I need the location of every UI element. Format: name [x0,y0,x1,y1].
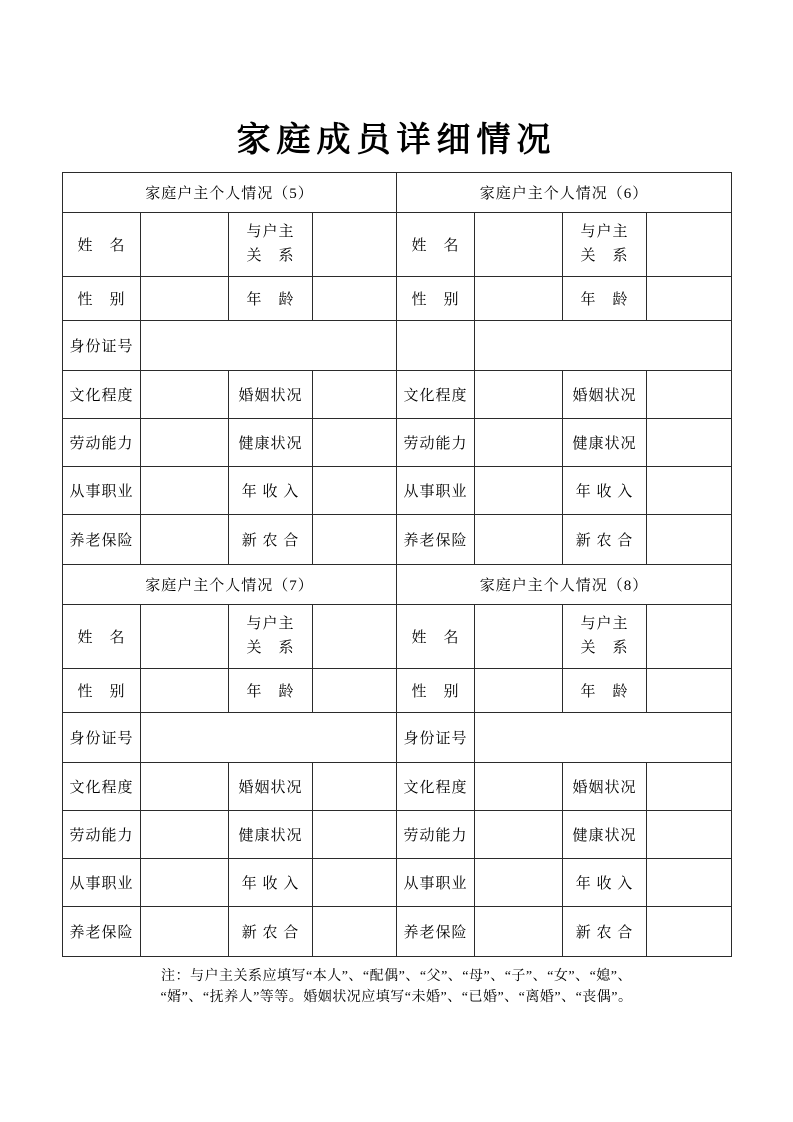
relation-value-cell [647,605,732,669]
relation-label [563,605,647,669]
education-value-cell [475,371,563,419]
marital-value-cell [647,371,732,419]
income-label: 年 收 入 [563,467,647,515]
labor-value-cell [475,419,563,467]
marital-value-cell [313,763,397,811]
pension-value-cell [141,515,229,565]
pension-value-cell [141,907,229,957]
health-label: 健康状况 [563,811,647,859]
education-label: 文化程度 [397,371,475,419]
relation-label-line1: 与户主 [246,616,295,633]
relation-label-line1: 与户主 [246,224,295,241]
name-value-cell [475,605,563,669]
occupation-value-cell [141,467,229,515]
relation-value-cell [313,605,397,669]
rural-coop-value-cell [647,907,732,957]
income-value-cell [647,859,732,907]
income-value-cell [313,859,397,907]
relation-label-line2: 关 系 [246,247,295,264]
relation-label-line1: 与户主 [580,616,629,633]
name-value-cell [141,605,229,669]
occupation-label: 从事职业 [63,467,141,515]
age-label: 年 龄 [563,669,647,713]
labor-value-cell [141,419,229,467]
relation-label [229,213,313,277]
id-number-label: 身份证号 [397,713,475,763]
name-label: 姓 名 [397,213,475,277]
education-label: 文化程度 [63,371,141,419]
marital-label: 婚姻状况 [229,763,313,811]
gender-label: 性 别 [397,669,475,713]
pension-label: 养老保险 [63,907,141,957]
pension-label: 养老保险 [397,515,475,565]
age-value-cell [313,669,397,713]
id-number-label: 身份证号 [63,321,141,371]
income-label: 年 收 入 [229,859,313,907]
education-value-cell [141,371,229,419]
health-value-cell [313,419,397,467]
rural-coop-label: 新 农 合 [229,907,313,957]
footnote [62,966,731,1008]
occupation-label: 从事职业 [397,467,475,515]
section-5-header: 家庭户主个人情况（5） [63,173,397,213]
labor-label: 劳动能力 [63,419,141,467]
id-number-value-cell [475,321,732,371]
footnote-line2: “婿”、“抚养人”等等。婚姻状况应填写“未婚”、“已婚”、“离婚”、“丧偶”。 [160,990,633,1005]
rural-coop-value-cell [647,515,732,565]
name-label: 姓 名 [63,213,141,277]
marital-value-cell [313,371,397,419]
rural-coop-value-cell [313,907,397,957]
income-label: 年 收 入 [229,467,313,515]
footnote-line1: 注：与户主关系应填写“本人”、“配偶”、“父”、“母”、“子”、“女”、“媳”、 [161,969,632,984]
occupation-value-cell [475,859,563,907]
education-label: 文化程度 [63,763,141,811]
relation-value-cell [647,213,732,277]
section-7-header: 家庭户主个人情况（7） [63,565,397,605]
gender-label: 性 别 [63,277,141,321]
name-label: 姓 名 [63,605,141,669]
name-value-cell [141,213,229,277]
relation-label-line1: 与户主 [580,224,629,241]
health-value-cell [647,811,732,859]
labor-label: 劳动能力 [397,419,475,467]
pension-value-cell [475,515,563,565]
gender-label: 性 别 [397,277,475,321]
marital-label: 婚姻状况 [229,371,313,419]
education-value-cell [141,763,229,811]
age-value-cell [647,277,732,321]
age-label: 年 龄 [563,277,647,321]
relation-value-cell [313,213,397,277]
gender-value-cell [141,669,229,713]
age-value-cell [313,277,397,321]
id-number-value-cell [141,713,397,763]
marital-value-cell [647,763,732,811]
labor-value-cell [475,811,563,859]
income-value-cell [647,467,732,515]
name-label: 姓 名 [397,605,475,669]
labor-label: 劳动能力 [63,811,141,859]
health-value-cell [313,811,397,859]
health-value-cell [647,419,732,467]
labor-value-cell [141,811,229,859]
rural-coop-label: 新 农 合 [563,515,647,565]
marital-label: 婚姻状况 [563,371,647,419]
occupation-value-cell [141,859,229,907]
relation-label [563,213,647,277]
relation-label-line2: 关 系 [580,639,629,656]
health-label: 健康状况 [563,419,647,467]
pension-label: 养老保险 [63,515,141,565]
gender-value-cell [141,277,229,321]
gender-label: 性 别 [63,669,141,713]
age-label: 年 龄 [229,277,313,321]
relation-label-line2: 关 系 [580,247,629,264]
id-number-value-cell [141,321,397,371]
section-6-header: 家庭户主个人情况（6） [397,173,732,213]
rural-coop-value-cell [313,515,397,565]
labor-label: 劳动能力 [397,811,475,859]
occupation-label: 从事职业 [63,859,141,907]
age-value-cell [647,669,732,713]
education-label: 文化程度 [397,763,475,811]
name-value-cell [475,213,563,277]
education-value-cell [475,763,563,811]
rural-coop-label: 新 农 合 [229,515,313,565]
relation-label-line2: 关 系 [246,639,295,656]
occupation-value-cell [475,467,563,515]
pension-label: 养老保险 [397,907,475,957]
health-label: 健康状况 [229,419,313,467]
income-label: 年 收 入 [563,859,647,907]
page-title: 家庭成员详细情况 [236,121,557,159]
age-label: 年 龄 [229,669,313,713]
relation-label [229,605,313,669]
income-value-cell [313,467,397,515]
section-8-header: 家庭户主个人情况（8） [397,565,732,605]
id-number-value-cell [475,713,732,763]
health-label: 健康状况 [229,811,313,859]
rural-coop-label: 新 农 合 [563,907,647,957]
occupation-label: 从事职业 [397,859,475,907]
id-number-label [397,321,475,371]
gender-value-cell [475,277,563,321]
family-members-table [62,172,732,957]
marital-label: 婚姻状况 [563,763,647,811]
pension-value-cell [475,907,563,957]
gender-value-cell [475,669,563,713]
id-number-label: 身份证号 [63,713,141,763]
